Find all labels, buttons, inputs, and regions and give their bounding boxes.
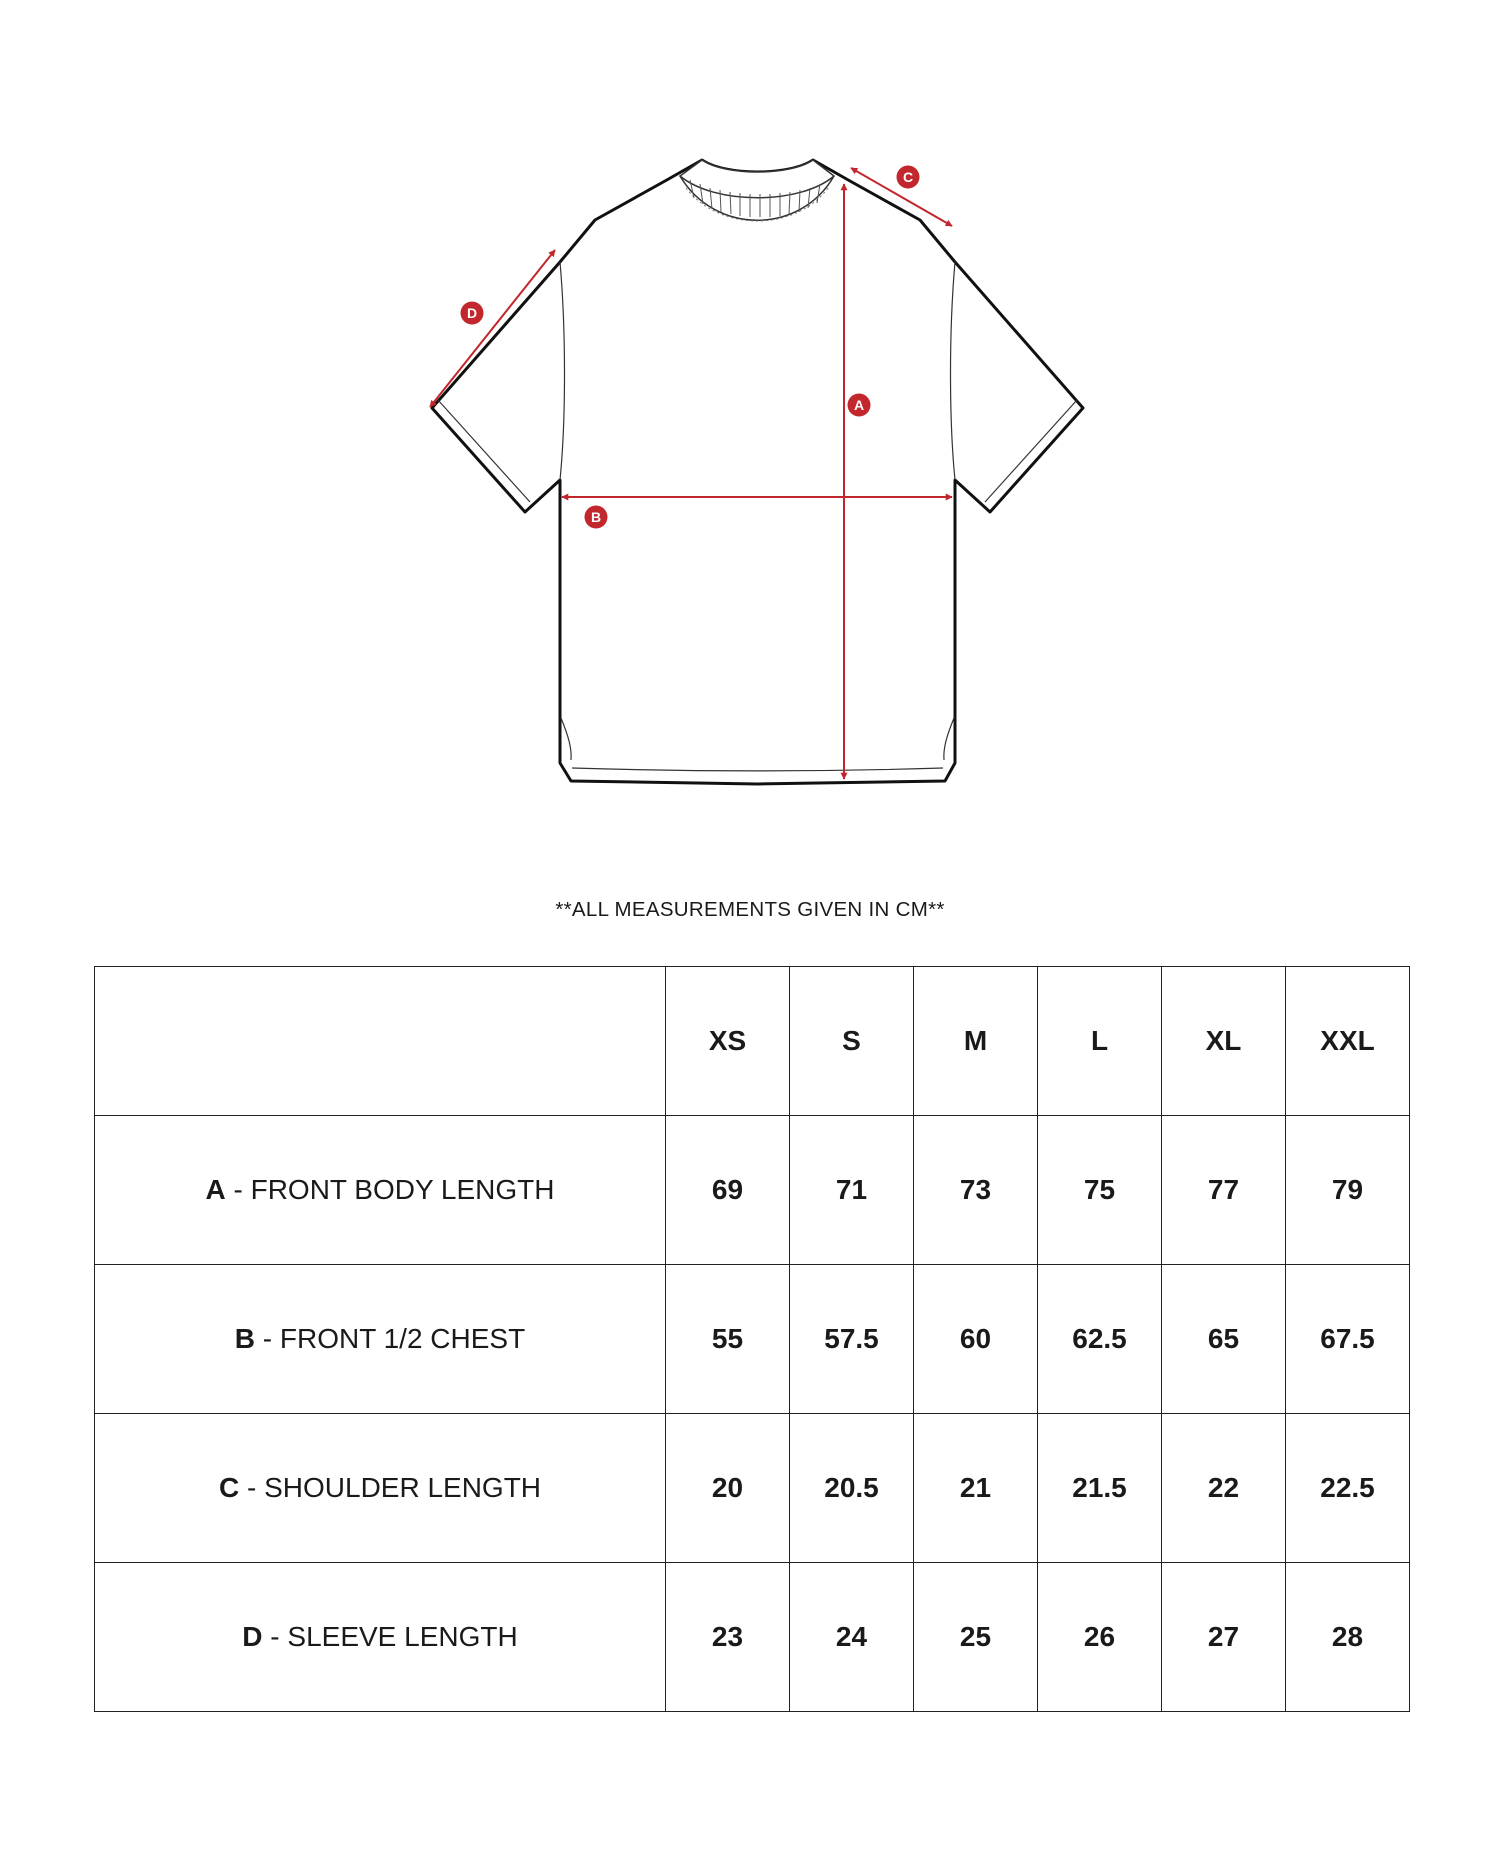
value-cell: 25 bbox=[914, 1563, 1038, 1712]
size-header-xl: XL bbox=[1162, 967, 1286, 1116]
value-cell: 79 bbox=[1286, 1116, 1410, 1265]
measurement-label bbox=[95, 1116, 666, 1265]
size-header-m: M bbox=[914, 967, 1038, 1116]
table-row bbox=[95, 1265, 1410, 1414]
table-row bbox=[95, 1563, 1410, 1712]
value-cell: 22 bbox=[1162, 1414, 1286, 1563]
measurement-name: FRONT 1/2 CHEST bbox=[279, 1323, 526, 1354]
label-separator: - bbox=[225, 1174, 251, 1205]
marker-d bbox=[461, 302, 484, 325]
measurement-label bbox=[95, 1563, 666, 1712]
value-cell: 71 bbox=[790, 1116, 914, 1265]
tshirt-measurement-diagram bbox=[0, 0, 1500, 820]
tshirt-outline bbox=[432, 160, 1083, 784]
measurement-label bbox=[95, 1265, 666, 1414]
size-chart-table bbox=[94, 966, 1410, 1712]
size-header-l: L bbox=[1038, 967, 1162, 1116]
table-row bbox=[95, 1116, 1410, 1265]
value-cell: 62.5 bbox=[1038, 1265, 1162, 1414]
value-cell: 20 bbox=[666, 1414, 790, 1563]
measurement-unit-note: **ALL MEASUREMENTS GIVEN IN CM** bbox=[555, 898, 945, 921]
measurement-letter: D bbox=[242, 1621, 263, 1652]
value-cell: 77 bbox=[1162, 1116, 1286, 1265]
value-cell: 28 bbox=[1286, 1563, 1410, 1712]
marker-c bbox=[897, 166, 920, 189]
measurement-label bbox=[95, 1414, 666, 1563]
svg-text:D: D bbox=[466, 305, 478, 321]
value-cell: 24 bbox=[790, 1563, 914, 1712]
value-cell: 26 bbox=[1038, 1563, 1162, 1712]
value-cell: 27 bbox=[1162, 1563, 1286, 1712]
label-separator: - bbox=[255, 1323, 280, 1354]
value-cell: 65 bbox=[1162, 1265, 1286, 1414]
value-cell: 69 bbox=[666, 1116, 790, 1265]
empty-header-cell bbox=[95, 967, 666, 1116]
measurement-name: FRONT BODY LENGTH bbox=[250, 1174, 555, 1205]
value-cell: 21 bbox=[914, 1414, 1038, 1563]
size-header-s: S bbox=[790, 967, 914, 1116]
size-header-xs: XS bbox=[666, 967, 790, 1116]
measurement-letter: B bbox=[234, 1323, 256, 1354]
marker-a bbox=[848, 394, 871, 417]
value-cell: 55 bbox=[666, 1265, 790, 1414]
measurement-name: SHOULDER LENGTH bbox=[264, 1472, 542, 1503]
measurement-letter: A bbox=[205, 1174, 226, 1205]
measurement-letter: C bbox=[218, 1472, 240, 1503]
svg-text:B: B bbox=[590, 509, 602, 525]
value-cell: 67.5 bbox=[1286, 1265, 1410, 1414]
value-cell: 75 bbox=[1038, 1116, 1162, 1265]
value-cell: 73 bbox=[914, 1116, 1038, 1265]
size-header-xxl: XXL bbox=[1286, 967, 1410, 1116]
value-cell: 20.5 bbox=[790, 1414, 914, 1563]
label-separator: - bbox=[262, 1621, 288, 1652]
marker-b bbox=[585, 506, 608, 529]
value-cell: 22.5 bbox=[1286, 1414, 1410, 1563]
svg-text:A: A bbox=[853, 397, 865, 413]
value-cell: 57.5 bbox=[790, 1265, 914, 1414]
table-row bbox=[95, 1414, 1410, 1563]
value-cell: 23 bbox=[666, 1563, 790, 1712]
svg-text:C: C bbox=[902, 169, 914, 185]
label-separator: - bbox=[239, 1472, 265, 1503]
measurement-name: SLEEVE LENGTH bbox=[287, 1621, 518, 1652]
table-header-row bbox=[95, 967, 1410, 1116]
value-cell: 21.5 bbox=[1038, 1414, 1162, 1563]
value-cell: 60 bbox=[914, 1265, 1038, 1414]
